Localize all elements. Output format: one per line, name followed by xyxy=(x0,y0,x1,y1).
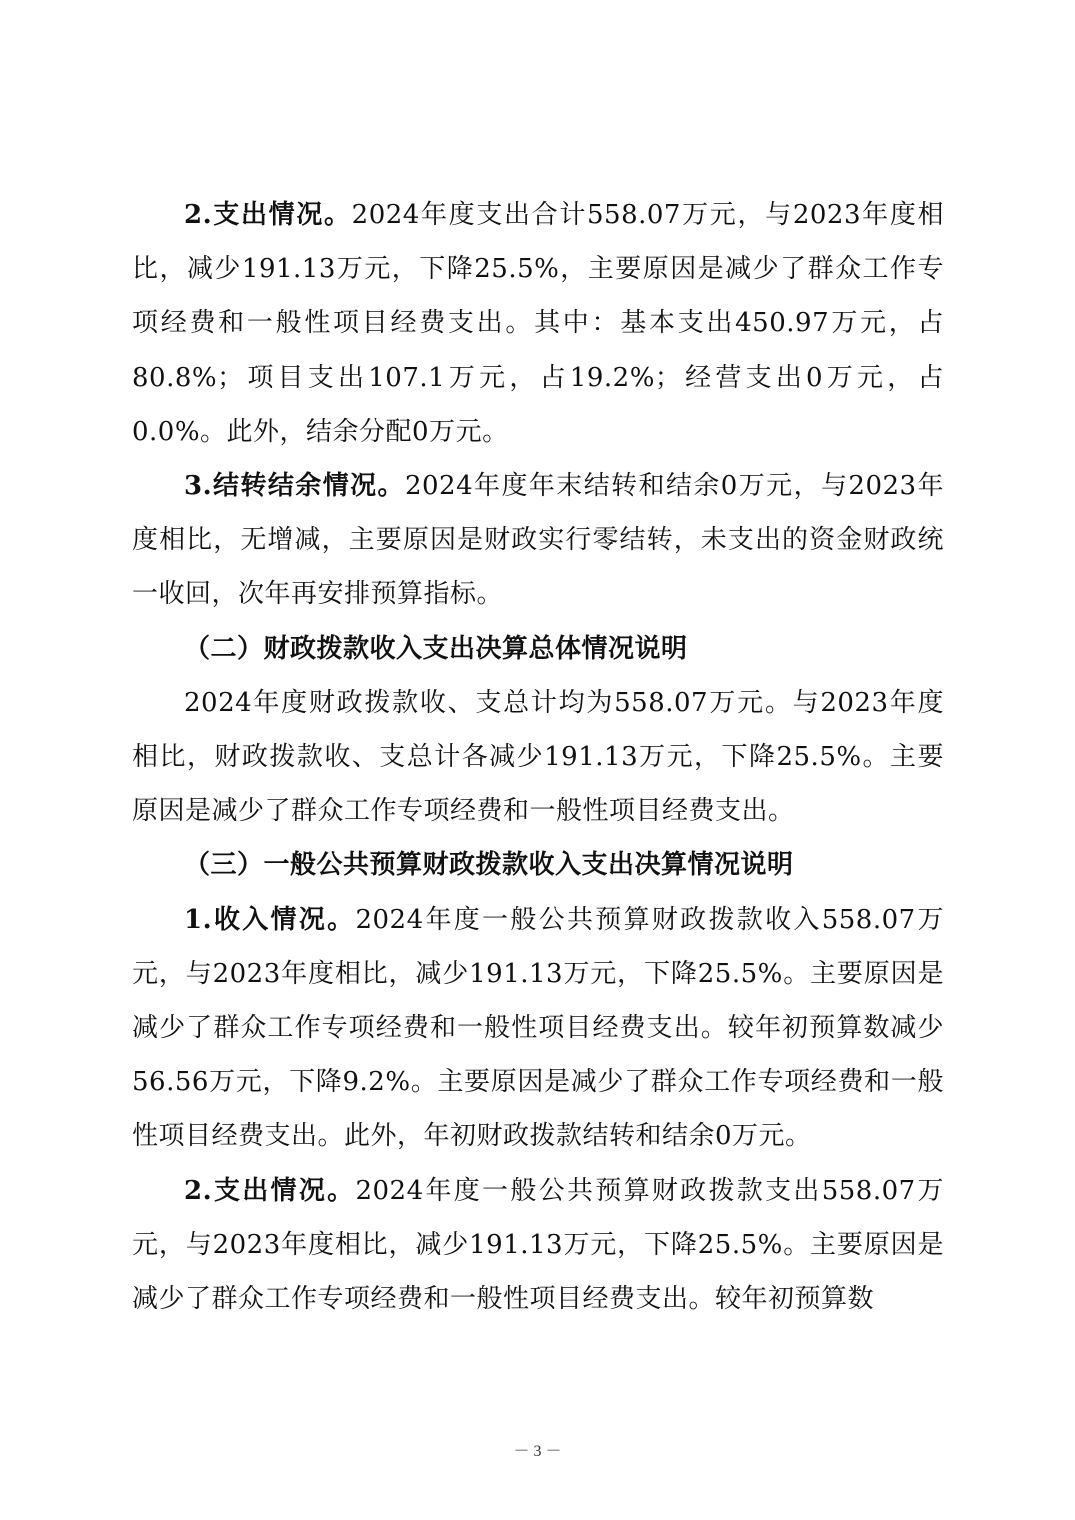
paragraph-text: 2024年度一般公共预算财政拨款收入558.07万元，与2023年度相比，减少191.13万元，下降25.5%。主要原因是减少了群众工作专项经费和一般性项目经费支出。较年初预算数减少56.56万元，下降9.2%。主要原因是减少了群众工作专项经费和一般性项目经费支出。此外，年初财政拨款结转和结余0万元。 xyxy=(132,904,944,1152)
paragraph-lead: 3.结转结余情况。 xyxy=(184,471,405,502)
paragraph-fiscal-total: 2024年度财政拨款收、支总计均为558.07万元。与2023年度相比，财政拨款收、支总计各减少191.13万元，下降25.5%。主要原因是减少了群众工作专项经费和一般性项目经费支出。 xyxy=(132,687,944,827)
paragraph-lead: 1.收入情况。 xyxy=(184,904,356,935)
paragraph-text: 2024年度支出合计558.07万元，与2023年度相比，减少191.13万元，下降25.5%，主要原因是减少了群众工作专项经费和一般性项目经费支出。其中：基本支出450.97万元，占80.8%；项目支出107.1万元，占19.2%；经营支出0万元，占0.0%。此外，结余分配0万元。 xyxy=(132,200,944,447)
paragraph-income xyxy=(132,893,944,1164)
section-heading-3: （三）一般公共预算财政拨款收入支出决算情况说明 xyxy=(184,850,794,881)
paragraph-expenditure xyxy=(132,188,944,459)
paragraph-carryover xyxy=(132,459,944,622)
paragraph-text: 2024年度一般公共预算财政拨款支出558.07万元，与2023年度相比，减少191.13万元，下降25.5%。主要原因是减少了群众工作专项经费和一般性项目经费支出。较年初预算数 xyxy=(132,1175,944,1315)
document-body xyxy=(132,188,944,1326)
paragraph-lead: 2.支出情况。 xyxy=(184,200,352,230)
page-number: － 3 － xyxy=(513,1443,562,1460)
paragraph-public-expenditure xyxy=(132,1164,944,1327)
paragraph-lead: 2.支出情况。 xyxy=(184,1175,356,1206)
paragraph-text: 2024年度年末结转和结余0万元，与2023年度相比，无增减，主要原因是财政实行零结转，未支出的资金财政统一收回，次年再安排预算指标。 xyxy=(132,471,944,610)
section-heading-2: （二）财政拨款收入支出决算总体情况说明 xyxy=(184,633,688,664)
